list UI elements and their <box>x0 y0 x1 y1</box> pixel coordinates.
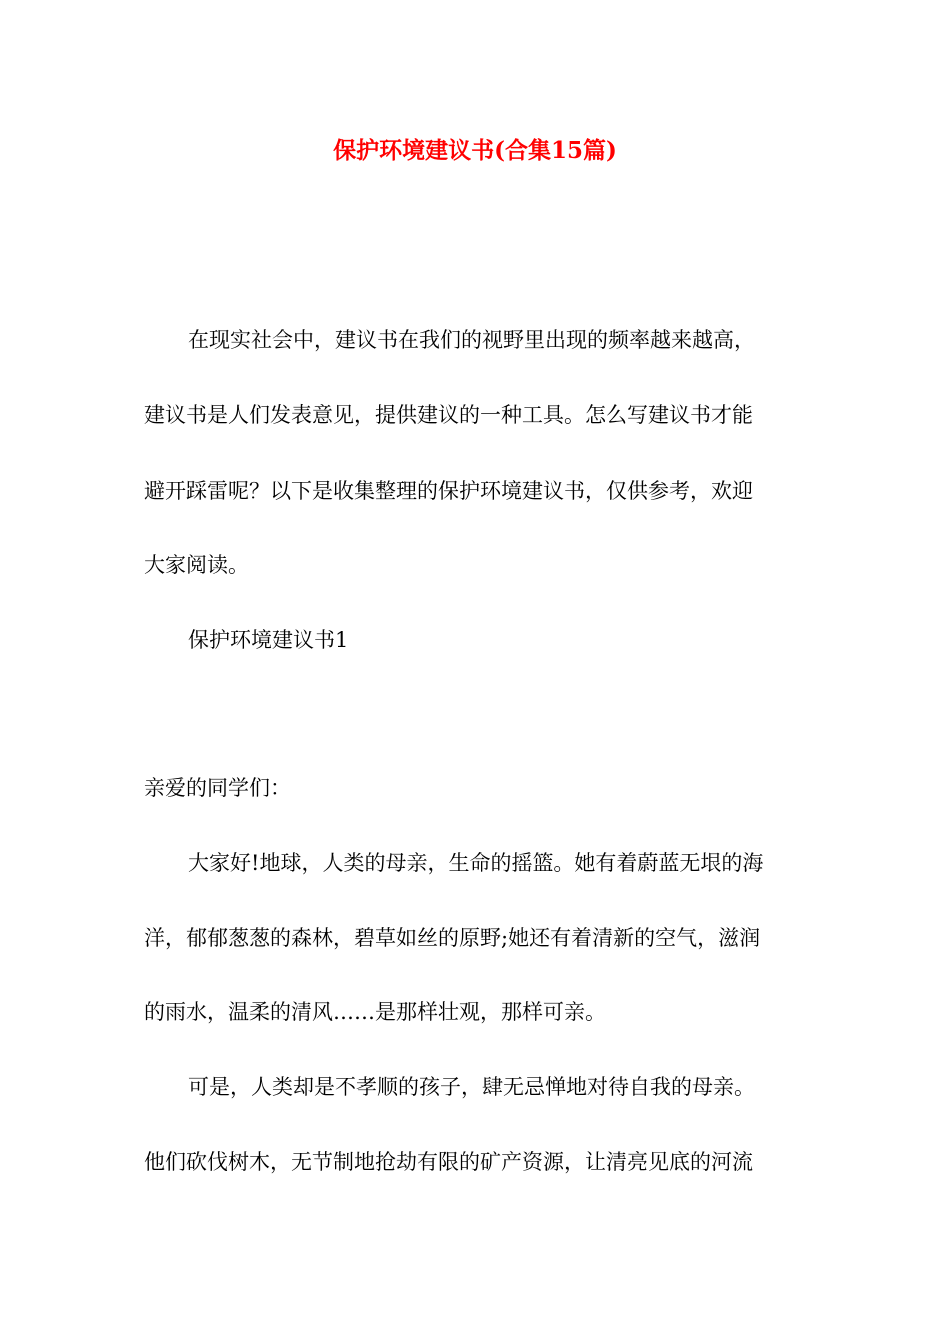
intro-line-3: 避开踩雷呢？以下是收集整理的保护环境建议书，仅供参考，欢迎 <box>144 479 753 503</box>
paragraph1-line-2: 洋，郁郁葱葱的森林，碧草如丝的原野;她还有着清新的空气，滋润 <box>144 926 761 950</box>
paragraph2-line-2: 他们砍伐树木，无节制地抢劫有限的矿产资源，让清亮见底的河流 <box>144 1150 753 1174</box>
section-heading: 保护环境建议书1 <box>188 628 349 652</box>
intro-line-4: 大家阅读。 <box>144 553 249 577</box>
paragraph2-line-1: 可是，人类却是不孝顺的孩子，肆无忌惮地对待自我的母亲。 <box>188 1075 755 1099</box>
paragraph1-line-3: 的雨水，温柔的清风……是那样壮观，那样可亲。 <box>144 1000 606 1024</box>
intro-line-1: 在现实社会中，建议书在我们的视野里出现的频率越来越高， <box>188 328 755 352</box>
paragraph1-line-1: 大家好!地球，人类的母亲，生命的摇篮。她有着蔚蓝无垠的海 <box>188 851 764 875</box>
document-title: 保护环境建议书(合集15篇) <box>333 137 617 164</box>
salutation: 亲爱的同学们： <box>144 776 291 800</box>
intro-line-2: 建议书是人们发表意见，提供建议的一种工具。怎么写建议书才能 <box>144 403 753 427</box>
